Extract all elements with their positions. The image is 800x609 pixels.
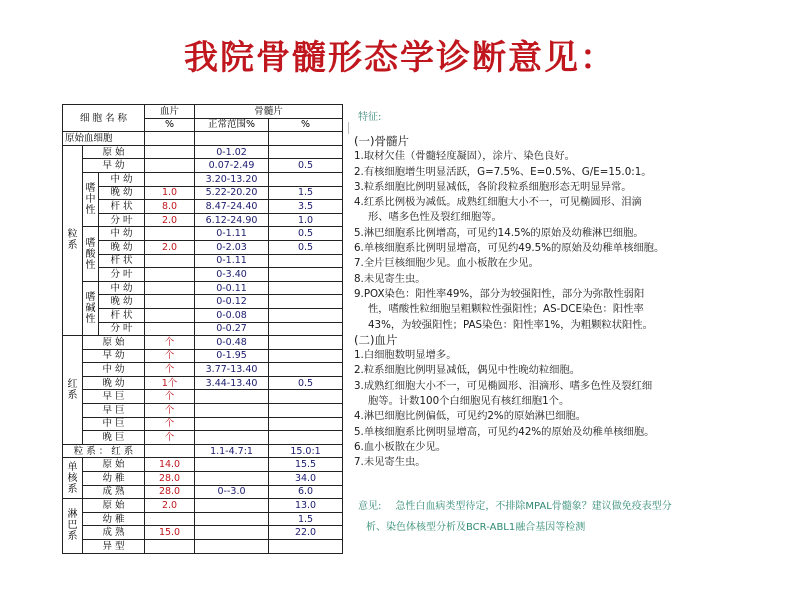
table-row: [63, 213, 343, 227]
header-marrow: 骨髓片: [195, 105, 343, 119]
blood-value: 个: [145, 349, 195, 363]
normal-range-value: [195, 499, 269, 513]
finding-line: 8.未见寄生虫。: [354, 272, 426, 285]
findings-text: [354, 134, 744, 471]
header-pct: %: [145, 118, 195, 132]
normal-range-value: 3.77-13.40: [195, 363, 269, 377]
marrow-pct-value: [269, 172, 343, 186]
table-row: [63, 145, 343, 159]
row-label: 晚 幼: [99, 240, 145, 254]
marrow-pct-value: [269, 540, 343, 554]
blood-value: 15.0: [145, 526, 195, 540]
blood-value: 14.0: [145, 458, 195, 472]
blood-value: 1.0: [145, 186, 195, 200]
marrow-pct-value: 6.0: [269, 485, 343, 499]
finding-line: 7.未见寄生虫。: [354, 456, 426, 469]
marrow-pct-value: [269, 404, 343, 418]
marrow-pct-value: 1.0: [269, 213, 343, 227]
marrow-pct-value: [269, 281, 343, 295]
marrow-pct-value: [269, 254, 343, 268]
table-row: [63, 444, 343, 458]
finding-line: 7.全片巨核细胞少见。血小板散在少见。: [354, 257, 539, 270]
ratio-label: 粒 系 ： 红 系: [63, 444, 145, 458]
finding-line: 2.粒系细胞比例明显减低，偶见中性晚幼粒细胞。: [354, 364, 581, 377]
table-row: [63, 268, 343, 282]
table-row: [63, 404, 343, 418]
normal-range-value: 0-1.02: [195, 145, 269, 159]
normal-range-value: [195, 132, 269, 146]
row-label: 原 始: [83, 336, 145, 350]
marrow-pct-value: [269, 132, 343, 146]
row-label: 早 幼: [83, 159, 145, 173]
header-blood: 血片: [145, 105, 195, 119]
row-label: 中 幼: [99, 227, 145, 241]
normal-range-value: 0-1.11: [195, 254, 269, 268]
page-title: 我院骨髓形态学诊断意见：: [184, 38, 616, 78]
marrow-pct-value: 3.5: [269, 200, 343, 214]
marrow-pct-value: [269, 363, 343, 377]
opinion-text-line: 析、染色体核型分析及BCR-ABL1融合基因等检测: [366, 522, 586, 533]
blood-value: [145, 145, 195, 159]
table-row: [63, 227, 343, 241]
table-row: [63, 390, 343, 404]
row-label: 成 熟: [83, 526, 145, 540]
table-row: [63, 254, 343, 268]
row-label: 晚 幼: [99, 295, 145, 309]
marrow-result-table: [62, 104, 343, 554]
blood-value: [145, 281, 195, 295]
finding-line: 9.POX染色：阳性率49%，部分为较强阳性，部分为弥散性弱阳: [354, 287, 645, 300]
blood-value: [145, 172, 195, 186]
table-row: [63, 186, 343, 200]
table-row: [63, 240, 343, 254]
table-row: [63, 485, 343, 499]
table-row: [63, 349, 343, 363]
table-row: [63, 499, 343, 513]
table-row: [63, 200, 343, 214]
normal-range-value: 0-0.12: [195, 295, 269, 309]
blood-value: 个: [145, 390, 195, 404]
row-label: 幼 稚: [83, 472, 145, 486]
row-label: 中 幼: [99, 172, 145, 186]
table-row: [63, 132, 343, 146]
row-label: 中 幼: [99, 281, 145, 295]
marrow-pct-value: 15.5: [269, 458, 343, 472]
blood-value: 2.0: [145, 499, 195, 513]
marrow-pct-value: [269, 336, 343, 350]
marrow-pct-value: 1.5: [269, 186, 343, 200]
blood-value: [145, 512, 195, 526]
table-row: [63, 172, 343, 186]
normal-range-value: [195, 417, 269, 431]
normal-range-value: 0-1.11: [195, 227, 269, 241]
header-range: 正常范围%: [195, 118, 269, 132]
blood-value: [145, 444, 195, 458]
marrow-pct-value: 0.5: [269, 376, 343, 390]
blood-value: [145, 322, 195, 336]
blood-value: 个: [145, 336, 195, 350]
blood-value: [145, 254, 195, 268]
blood-value: 2.0: [145, 213, 195, 227]
finding-line: 胞等。计数100个白细胞见有核红细胞1个。: [368, 395, 570, 408]
table-row: [63, 472, 343, 486]
divider-line: [348, 122, 349, 134]
normal-range-value: 0-3.40: [195, 268, 269, 282]
table-row: [63, 363, 343, 377]
marrow-pct-value: [269, 349, 343, 363]
blood-value: 2.0: [145, 240, 195, 254]
normal-range-value: 8.47-24.40: [195, 200, 269, 214]
marrow-pct-value: 34.0: [269, 472, 343, 486]
marrow-pct-value: 0.5: [269, 240, 343, 254]
normal-range-value: [195, 472, 269, 486]
marrow-pct-value: 15.0:1: [269, 444, 343, 458]
header-pct: %: [269, 118, 343, 132]
row-label: 早 幼: [83, 349, 145, 363]
marrow-pct-value: 0.5: [269, 159, 343, 173]
normal-range-value: [195, 512, 269, 526]
normal-range-value: 0-0.11: [195, 281, 269, 295]
normal-range-value: 3.44-13.40: [195, 376, 269, 390]
blood-value: 1个: [145, 376, 195, 390]
table-row: [63, 540, 343, 554]
blood-value: 28.0: [145, 485, 195, 499]
normal-range-value: 0-0.48: [195, 336, 269, 350]
findings-panel: [350, 104, 745, 609]
marrow-pct-value: [269, 431, 343, 445]
normal-range-value: [195, 540, 269, 554]
row-label: 晚 幼: [83, 376, 145, 390]
marrow-pct-value: 1.5: [269, 512, 343, 526]
normal-range-value: 0.07-2.49: [195, 159, 269, 173]
row-label: 原始血细胞: [63, 132, 145, 146]
finding-line: 形、嗜多色性及裂红细胞等。: [368, 211, 502, 224]
blood-value: 8.0: [145, 200, 195, 214]
row-label: 原 始: [83, 145, 145, 159]
normal-range-value: 0--3.0: [195, 485, 269, 499]
blood-value: [145, 132, 195, 146]
finding-line: 6.血小板散在少见。: [354, 440, 447, 453]
row-label: 原 始: [83, 458, 145, 472]
marrow-pct-value: [269, 417, 343, 431]
finding-line: 性，嗜酸性粒细胞呈粗颗粒性强阳性；AS-DCE染色：阳性率: [368, 303, 644, 316]
marrow-pct-value: 13.0: [269, 499, 343, 513]
finding-line: 1.取材欠佳（骨髓轻度凝固），涂片、染色良好。: [354, 150, 575, 163]
row-label: 晚 幼: [99, 186, 145, 200]
opinion-block: [358, 496, 738, 538]
section-heading: (二)血片: [354, 332, 398, 347]
marrow-pct-value: 22.0: [269, 526, 343, 540]
opinion-label: 意见:: [358, 501, 382, 512]
table-row: [63, 458, 343, 472]
marrow-pct-value: [269, 295, 343, 309]
row-label: 分 叶: [99, 268, 145, 282]
row-label: 分 叶: [99, 322, 145, 336]
group-monocyte: 单 核 系: [63, 458, 83, 499]
row-label: 杆 状: [99, 254, 145, 268]
blood-value: 个: [145, 417, 195, 431]
row-label: 分 叶: [99, 213, 145, 227]
normal-range-value: [195, 458, 269, 472]
normal-range-value: [195, 431, 269, 445]
table-row: [63, 336, 343, 350]
row-label: 早 巨: [83, 404, 145, 418]
opinion-text-line: 急性白血病类型待定，不排除MPAL骨髓象？建议做免疫表型分: [395, 501, 672, 512]
table-row: [63, 308, 343, 322]
normal-range-value: 0-0.27: [195, 322, 269, 336]
finding-line: 3.粒系细胞比例明显减低，各阶段粒系细胞形态无明显异常。: [354, 180, 632, 193]
marrow-pct-value: [269, 322, 343, 336]
marrow-pct-value: 0.5: [269, 227, 343, 241]
finding-line: 6.单核细胞系比例明显增高，可见约49.5%的原始及幼稚单核细胞。: [354, 242, 665, 255]
normal-range-value: 3.20-13.20: [195, 172, 269, 186]
blood-value: [145, 227, 195, 241]
feature-label: 特征:: [358, 112, 382, 123]
blood-value: [145, 159, 195, 173]
normal-range-value: [195, 526, 269, 540]
finding-line: 43%，为较强阳性；PAS染色：阳性率1%，为粗颗粒状阳性。: [368, 318, 653, 331]
group-basophil: 嗜 碱 性: [83, 281, 99, 335]
group-erythroid: 红 系: [63, 336, 83, 445]
normal-range-value: 0-2.03: [195, 240, 269, 254]
blood-value: 28.0: [145, 472, 195, 486]
finding-line: 4.淋巴细胞比例偏低，可见约2%的原始淋巴细胞。: [354, 410, 587, 423]
section-heading: (一)骨髓片: [354, 134, 409, 148]
finding-line: 5.淋巴细胞系比例增高，可见约14.5%的原始及幼稚淋巴细胞。: [354, 226, 644, 239]
table-row: [63, 526, 343, 540]
group-eosinophil: 嗜 酸 性: [83, 227, 99, 281]
row-label: 幼 稚: [83, 512, 145, 526]
normal-range-value: 6.12-24.90: [195, 213, 269, 227]
table-row: [63, 281, 343, 295]
row-label: 原 始: [83, 499, 145, 513]
normal-range-value: 0-0.08: [195, 308, 269, 322]
table-row: [63, 512, 343, 526]
row-label: 晚 巨: [83, 431, 145, 445]
blood-value: 个: [145, 363, 195, 377]
table-row: [63, 431, 343, 445]
normal-range-value: 5.22-20.20: [195, 186, 269, 200]
group-lymphocyte: 淋 巴 系: [63, 499, 83, 553]
marrow-pct-value: [269, 268, 343, 282]
row-label: 杆 状: [99, 308, 145, 322]
finding-line: 3.成熟红细胞大小不一，可见椭圆形、泪滴形、嗜多色性及裂红细: [354, 379, 653, 392]
blood-value: 个: [145, 404, 195, 418]
row-label: 杆 状: [99, 200, 145, 214]
marrow-pct-value: [269, 145, 343, 159]
row-label: 中 幼: [83, 363, 145, 377]
normal-range-value: [195, 390, 269, 404]
marrow-pct-value: [269, 308, 343, 322]
table-row: [63, 322, 343, 336]
table-row: [63, 376, 343, 390]
blood-value: [145, 540, 195, 554]
table-row: [63, 295, 343, 309]
normal-range-value: 0-1.95: [195, 349, 269, 363]
blood-value: 个: [145, 431, 195, 445]
group-neutrophil: 嗜 中 性: [83, 172, 99, 226]
marrow-pct-value: [269, 390, 343, 404]
finding-line: 4.红系比例极为减低。成熟红细胞大小不一，可见椭圆形、泪滴: [354, 196, 642, 209]
finding-line: 1.白细胞数明显增多。: [354, 349, 457, 362]
row-label: 成 熟: [83, 485, 145, 499]
normal-range-value: 1.1-4.7:1: [195, 444, 269, 458]
table-row: [63, 159, 343, 173]
blood-value: [145, 295, 195, 309]
finding-line: 2.有核细胞增生明显活跃，G=7.5%、E=0.5%、G/E=15.0:1。: [354, 165, 652, 178]
finding-line: 5.单核细胞系比例明显增高，可见约42%的原始及幼稚单核细胞。: [354, 425, 655, 438]
row-label: 异 型: [83, 540, 145, 554]
row-label: 中 巨: [83, 417, 145, 431]
blood-value: [145, 308, 195, 322]
header-cell-name: 细 胞 名 称: [63, 105, 145, 132]
row-label: 早 巨: [83, 390, 145, 404]
group-granulocyte: 粒 系: [63, 145, 83, 335]
table-row: [63, 417, 343, 431]
normal-range-value: [195, 404, 269, 418]
blood-value: [145, 268, 195, 282]
